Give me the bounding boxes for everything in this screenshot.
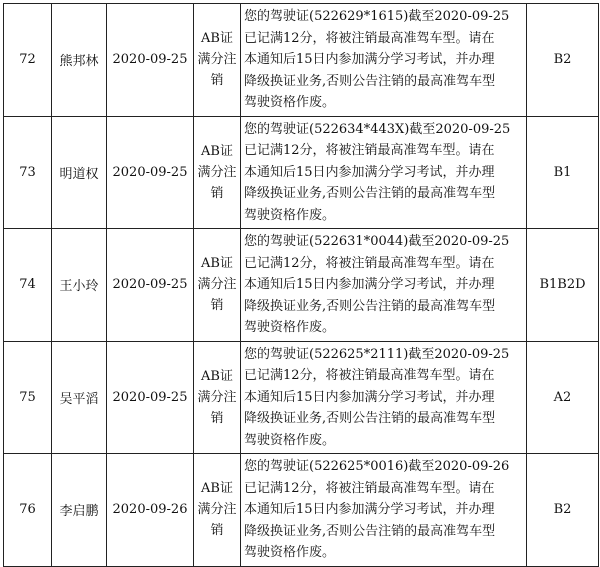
license-class: B1B2D: [527, 229, 599, 342]
row-number: 73: [4, 116, 52, 229]
record-date: 2020-09-25: [107, 116, 194, 229]
notice-table: [3, 3, 599, 567]
notice-type: AB证 满分注 销: [194, 229, 241, 342]
license-class: B1: [527, 116, 599, 229]
table-row: [4, 229, 599, 342]
license-class: B2: [527, 454, 599, 567]
notice-description: 您的驾驶证(522631*0044)截至2020-09-25 已记满12分，将被注销最高准驾车型。请在 本通知后15日内参加满分学习考试，并办理 降级换证业务,否则公告注销的最高准驾车型 驾驶资格作废。: [241, 229, 527, 342]
license-class: B2: [527, 4, 599, 117]
driver-name: 明道权: [52, 116, 107, 229]
notice-type: AB证 满分注 销: [194, 4, 241, 117]
row-number: 76: [4, 454, 52, 567]
notice-description: 您的驾驶证(522629*1615)截至2020-09-25 已记满12分，将被注销最高准驾车型。请在 本通知后15日内参加满分学习考试，并办理 降级换证业务,否则公告注销的最高准驾车型 驾驶资格作废。: [241, 4, 527, 117]
license-class: A2: [527, 341, 599, 454]
table-row: [4, 341, 599, 454]
record-date: 2020-09-25: [107, 229, 194, 342]
notice-description: 您的驾驶证(522634*443X)截至2020-09-25 已记满12分，将被注销最高准驾车型。请在 本通知后15日内参加满分学习考试，并办理 降级换证业务,否则公告注销的最高准驾车型 驾驶资格作废。: [241, 116, 527, 229]
record-date: 2020-09-25: [107, 341, 194, 454]
record-date: 2020-09-26: [107, 454, 194, 567]
notice-type: AB证 满分注 销: [194, 116, 241, 229]
row-number: 72: [4, 4, 52, 117]
row-number: 74: [4, 229, 52, 342]
table-row: [4, 454, 599, 567]
notice-type: AB证 满分注 销: [194, 341, 241, 454]
table-row: [4, 4, 599, 117]
row-number: 75: [4, 341, 52, 454]
notice-type: AB证 满分注 销: [194, 454, 241, 567]
notice-description: 您的驾驶证(522625*0016)截至2020-09-26 已记满12分，将被注销最高准驾车型。请在 本通知后15日内参加满分学习考试，并办理 降级换证业务,否则公告注销的最高准驾车型 驾驶资格作废。: [241, 454, 527, 567]
driver-name: 李启鹏: [52, 454, 107, 567]
table-row: [4, 116, 599, 229]
driver-name: 吴平滔: [52, 341, 107, 454]
driver-name: 王小玲: [52, 229, 107, 342]
record-date: 2020-09-25: [107, 4, 194, 117]
driver-name: 熊邦林: [52, 4, 107, 117]
notice-description: 您的驾驶证(522625*2111)截至2020-09-25 已记满12分，将被注销最高准驾车型。请在 本通知后15日内参加满分学习考试，并办理 降级换证业务,否则公告注销的最高准驾车型 驾驶资格作废。: [241, 341, 527, 454]
